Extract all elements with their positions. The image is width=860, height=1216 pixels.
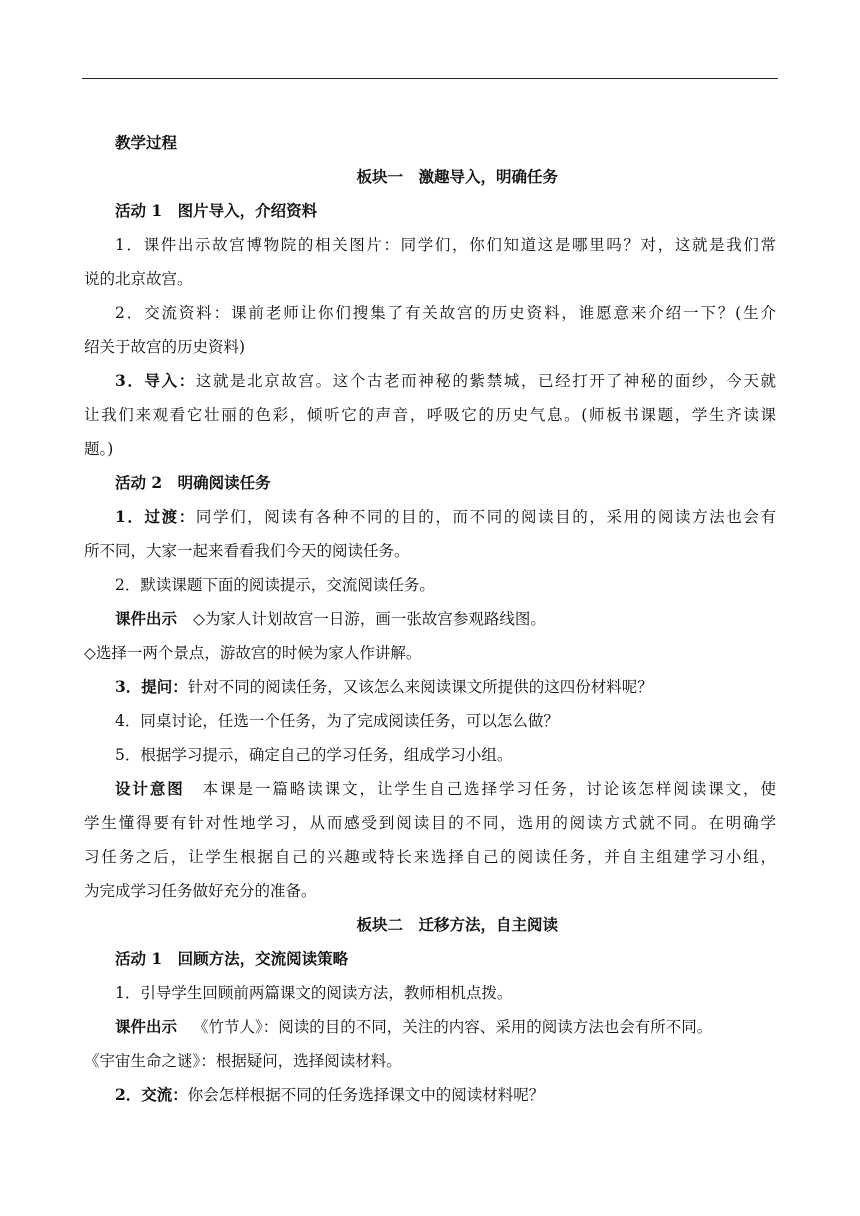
paragraph-line: ◇选择一两个景点，游故宫的时候为家人作讲解。 [84, 644, 422, 662]
paragraph-text: 本课是一篇略读课文，让学生自己选择学习任务，讨论该怎样阅读课文，使 [200, 780, 776, 798]
activity-1-title: 活动 1 图片导入，介绍资料 [115, 201, 318, 220]
paragraph-line: 绍关于故宫的历史资料) [84, 338, 246, 356]
section-2-title: 板块二 迁移方法，自主阅读 [356, 915, 558, 934]
paragraph-line: 2．交流资料：课前老师让你们搜集了有关故宫的历史资料，谁愿意来介绍一下？(生介 [115, 304, 776, 322]
paragraph-text: 针对不同的阅读任务，又该怎么来阅读课文所提供的这四份材料呢？ [187, 678, 653, 696]
activity-2-title: 活动 2 明确阅读任务 [115, 473, 271, 492]
paragraph-text: 同学们，阅读有各种不同的目的，而不同的阅读目的，采用的阅读方法也会有 [195, 508, 776, 526]
question-label: 3．提问： [115, 677, 188, 696]
paragraph-line [84, 1078, 776, 1112]
paragraph-text: ◇为家人计划故宫一日游，画一张故宫参观路线图。 [193, 610, 546, 628]
transition-label: 1．过渡： [115, 507, 196, 526]
paragraph-line: 说的北京故宫。 [84, 270, 193, 288]
paragraph-line: 学生懂得要有针对性地学习，从而感受到阅读目的不同，选用的阅读方式就不同。在明确学 [84, 814, 776, 832]
intro-label: 3．导入： [115, 371, 196, 390]
paragraph-line [84, 500, 776, 534]
paragraph-line: 2．默读课题下面的阅读提示，交流阅读任务。 [115, 576, 435, 594]
paragraph-line: 1．课件出示故宫博物院的相关图片：同学们，你们知道这是哪里吗？对，这就是我们常 [115, 236, 776, 254]
paragraph-line: 5．根据学习提示，确定自己的学习任务，组成学习小组。 [115, 746, 513, 764]
activity-3-title: 活动 1 回顾方法，交流阅读策略 [115, 949, 349, 968]
exchange-label: 2．交流： [115, 1085, 188, 1104]
paragraph-line: 1．引导学生回顾前两篇课文的阅读方法，教师相机点拨。 [115, 984, 513, 1002]
courseware-label: 课件出示 [115, 609, 178, 628]
paragraph-line: 《宇宙生命之谜》：根据疑问，选择阅读材料。 [84, 1052, 402, 1070]
paragraph-line [84, 364, 776, 398]
paragraph-line [84, 772, 776, 806]
paragraph-line: 为完成学习任务做好充分的准备。 [84, 882, 317, 900]
header-rule [82, 78, 778, 79]
document-body [84, 126, 776, 1112]
paragraph-line [84, 670, 776, 704]
section-1-title: 板块一 激趣导入，明确任务 [356, 167, 558, 186]
paragraph-line: 所不同，大家一起来看看我们今天的阅读任务。 [84, 542, 410, 560]
paragraph-text: 你会怎样根据不同的任务选择课文中的阅读材料呢？ [187, 1086, 545, 1104]
paragraph-line: 习任务之后，让学生根据自己的兴趣或特长来选择自己的阅读任务，并自主组建学习小组， [84, 848, 776, 866]
paragraph-line: 让我们来观看它壮丽的色彩，倾听它的声音，呼吸它的历史气息。(师板书课题，学生齐读课 [84, 406, 776, 424]
paragraph-line [84, 1010, 776, 1044]
paragraph-line: 4．同桌讨论，任选一个任务，为了完成阅读任务，可以怎么做？ [115, 712, 559, 730]
process-title: 教学过程 [115, 133, 178, 152]
paragraph-line: 题。) [84, 440, 114, 458]
courseware-label: 课件出示 [115, 1017, 178, 1036]
paragraph-text: 《竹节人》：阅读的目的不同，关注的内容、采用的阅读方法也会有所不同。 [193, 1018, 713, 1036]
paragraph-text: 这就是北京故宫。这个古老而神秘的紫禁城，已经打开了神秘的面纱，今天就 [195, 372, 776, 390]
design-intent-label: 设计意图 [115, 779, 185, 798]
paragraph-line [84, 602, 776, 636]
